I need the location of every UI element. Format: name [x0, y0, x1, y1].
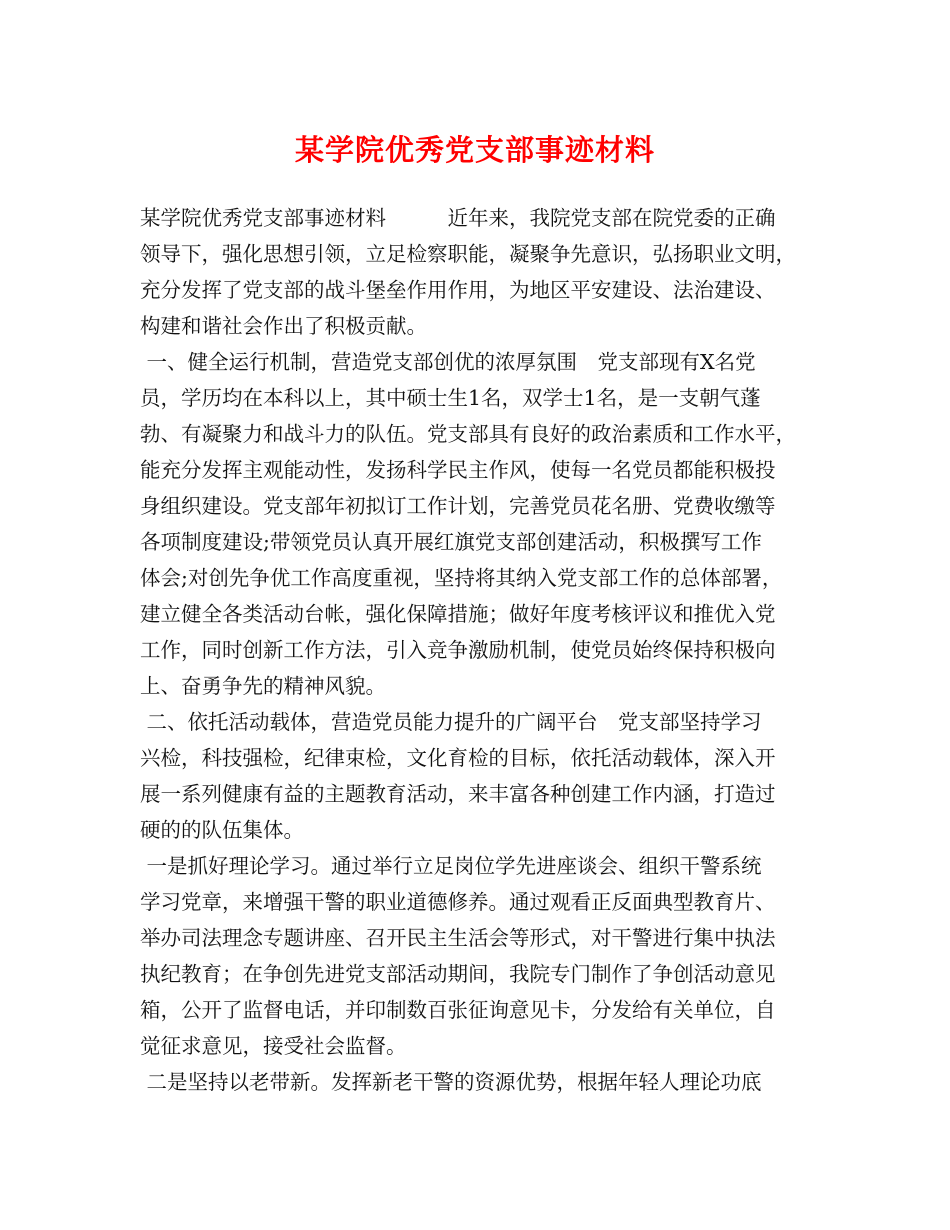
text-line: 某学院优秀党支部事迹材料 近年来，我院党支部在院党委的正确 [140, 206, 776, 230]
text-line: 一是抓好理论学习。通过举行立足岗位学先进座谈会、组织干警系统 [140, 854, 762, 878]
text-line: 兴检，科技强检，纪律束检，文化育检的目标，依托活动载体，深入开 [140, 746, 776, 770]
text-line: 工作，同时创新工作方法，引入竞争激励机制，使党员始终保持积极向 [140, 638, 776, 662]
text-line: 展一系列健康有益的主题教育活动，来丰富各种创建工作内涵，打造过 [140, 782, 776, 806]
text-line: 举办司法理念专题讲座、召开民主生活会等形式，对干警进行集中执法 [140, 926, 776, 950]
text-line: 身组织建设。党支部年初拟订工作计划，完善党员花名册、党费收缴等 [140, 494, 776, 518]
text-line: 体会;对创先争优工作高度重视，坚持将其纳入党支部工作的总体部署， [140, 566, 783, 590]
text-line: 硬的的队伍集体。 [140, 818, 304, 842]
text-line: 充分发挥了党支部的战斗堡垒作用作用，为地区平安建设、法治建设、 [140, 278, 776, 302]
text-line: 建立健全各类活动台帐，强化保障措施；做好年度考核评议和推优入党 [140, 602, 776, 626]
text-line: 觉征求意见，接受社会监督。 [140, 1034, 407, 1058]
text-line: 箱，公开了监督电话，并印制数百张征询意见卡，分发给有关单位，自 [140, 998, 776, 1022]
text-line: 各项制度建设;带领党员认真开展红旗党支部创建活动，积极撰写工作 [140, 530, 762, 554]
text-line: 构建和谐社会作出了积极贡献。 [140, 314, 427, 338]
text-line: 二是坚持以老带新。发挥新老干警的资源优势，根据年轻人理论功底 [140, 1070, 762, 1094]
text-line: 一、健全运行机制，营造党支部创优的浓厚氛围 党支部现有X名党 [140, 350, 756, 374]
text-line: 员，学历均在本科以上，其中硕士生1名，双学士1名，是一支朝气蓬 [140, 386, 761, 410]
text-line: 学习党章，来增强干警的职业道德修养。通过观看正反面典型教育片、 [140, 890, 776, 914]
text-line: 能充分发挥主观能动性，发扬科学民主作风，使每一名党员都能积极投 [140, 458, 776, 482]
document-body [140, 200, 820, 1100]
document-title: 某学院优秀党支部事迹材料 [294, 133, 655, 167]
text-line: 勃、有凝聚力和战斗力的队伍。党支部具有良好的政治素质和工作水平， [140, 422, 796, 446]
text-line: 上、奋勇争先的精神风貌。 [140, 674, 386, 698]
text-line: 二、依托活动载体，营造党员能力提升的广阔平台 党支部坚持学习 [140, 710, 762, 734]
text-line: 领导下，强化思想引领，立足检察职能，凝聚争先意识，弘扬职业文明， [140, 242, 796, 266]
text-line: 执纪教育；在争创先进党支部活动期间，我院专门制作了争创活动意见 [140, 962, 776, 986]
